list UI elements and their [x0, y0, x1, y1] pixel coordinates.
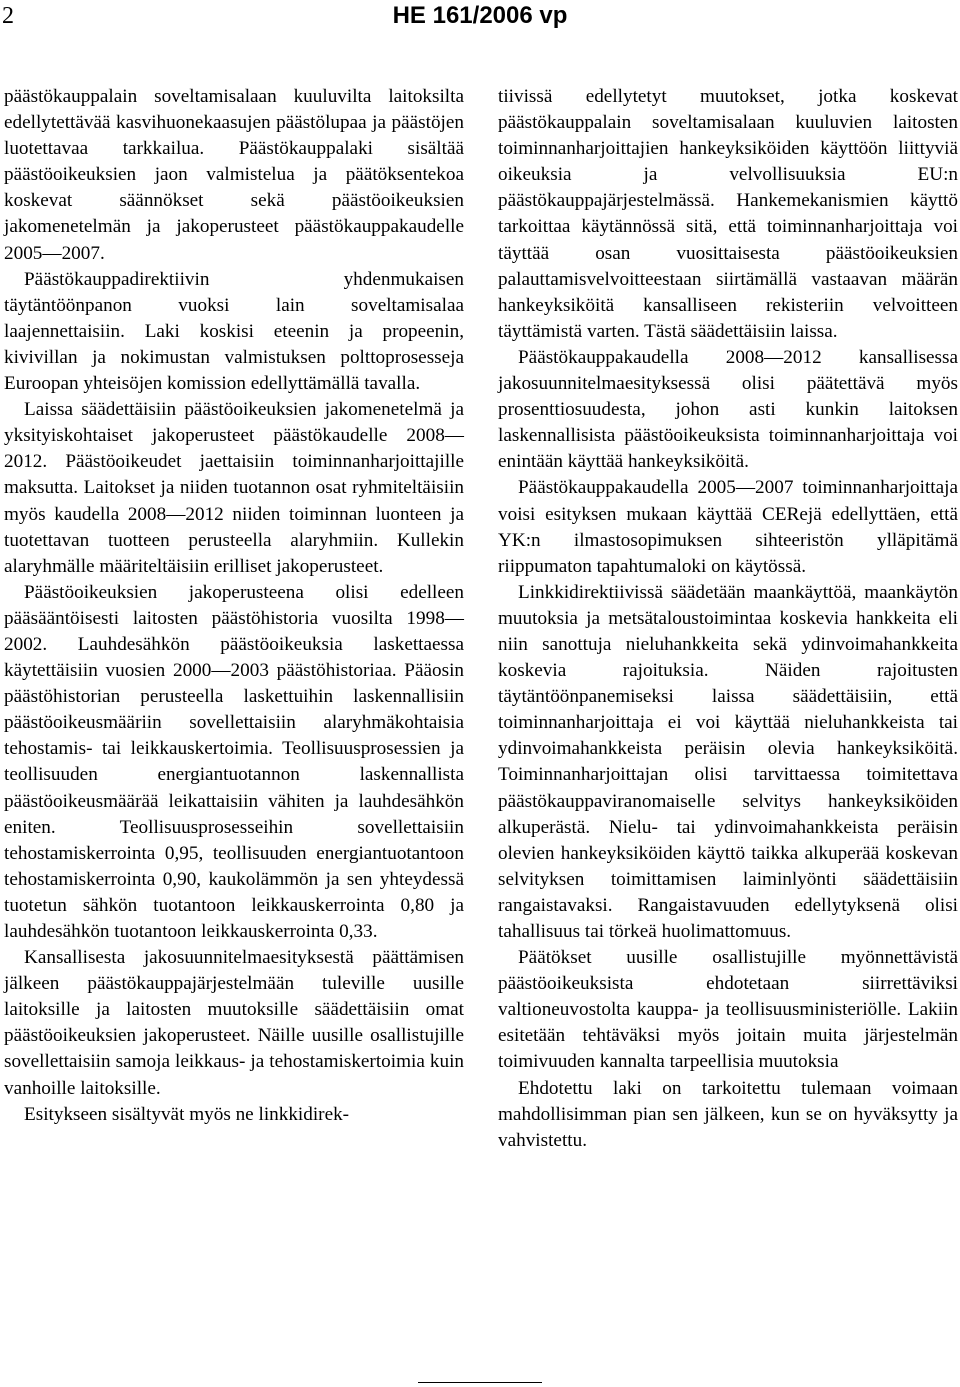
- page-number: 2: [2, 3, 14, 29]
- document-identifier: HE 161/2006 vp: [392, 2, 568, 29]
- paragraph: Laissa säädettäisiin päästöoikeuksien jakomenetelmä ja yksityiskohtaiset jakoperusteet päästökaudelle 2008—2012. Päästöoikeudet jaettaisiin toiminnanharjoittajille maksutta. Laitokset ja niiden tuotannon osat ryhmiteltäisiin myös kaudella 2008—2012 niiden toiminnan luonteen ja tuotettavan tuotteen perusteella alaryhmiin. Kullekin alaryhmälle määriteltäisiin erilliset jakoperusteet.: [4, 399, 464, 577]
- right-column: [498, 84, 958, 1154]
- paragraph: tiivissä edellytetyt muutokset, jotka koskevat päästökauppalain soveltamisalaan kuuluvien laitosten toiminnanharjoittajien hankeyksiköiden käyttöön liittyviä oikeuksia ja velvollisuuksia EU:n päästökauppajärjestelmässä. Hankemekanismien käyttö tarkoittaa käytännössä sitä, että toiminnanharjoittaja voi täyttää osan vuosittaisesta päästöoikeuksien palauttamisvelvoitteestaan siirtämällä vastaavan määrän hankeyksiköitä kansalliseen rekisteriin velvoitteen täyttämistä varten. Tästä säädettäisiin laissa.: [498, 86, 958, 342]
- footnote-divider: [418, 1382, 542, 1383]
- page-header: [0, 0, 960, 40]
- paragraph: Linkkidirektiivissä säädetään maankäyttöä, maankäytön muutoksia ja metsätaloustoimintaa koskevia hankkeita eli niin sanottuja nieluhankkeita sekä ydinvoimahankkeita koskevia rajoituksia. Näiden rajoitusten täytäntöönpanemiseksi laissa säädettäisiin, että toiminnanharjoittaja ei voi käyttää nieluhankkeista tai ydinvoimahankkeista peräisin olevia hankeyksiköitä. Toiminnanharjoittajan olisi tarvittaessa toimitettava päästökauppaviranomaiselle selvitys hankeyksiköiden alkuperästä. Nielu- tai ydinvoimahankkeista peräisin olevien hankeyksiköiden käyttö taikka alkuperää koskevan selvityksen toimittamisen laiminlyönti säädettäisiin rangaistavaksi. Rangaistavuuden edellytyksenä olisi tahallisuus tai törkeä huolimattomuus.: [498, 581, 958, 942]
- paragraph: Päätökset uusille osallistujille myönnettävistä päästöoikeuksista ehdotetaan siirrettäviksi valtioneuvostolta kauppa- ja teollisuusministeriölle. Lakiin esitetään tehtäväksi myös joitain muita järjestelmän toimivuuden kannalta tarpeellisia muutoksia: [498, 947, 958, 1073]
- paragraph: Kansallisesta jakosuunnitelmaesityksestä päättämisen jälkeen päästökauppajärjestelmään tuleville uusille laitoksille ja laitosten muutoksille säädettäisiin omat päästöoikeuksien jakoperusteet. Näille uusille osallistujille sovellettaisiin samoja leikkaus- ja tehostamiskertoimia kuin vanhoille laitoksille.: [4, 947, 464, 1099]
- paragraph: Ehdotettu laki on tarkoitettu tulemaan voimaan mahdollisimman pian sen jälkeen, kun se on hyväksytty ja vahvistettu.: [498, 1077, 958, 1151]
- paragraph: Esitykseen sisältyvät myös ne linkkidirek-: [24, 1103, 350, 1125]
- paragraph: Päästökauppakaudella 2008—2012 kansallisessa jakosuunnitelmaesityksessä olisi päätettävä myös prosenttiosuudesta, johon asti kunkin laitoksen laskennallisista päästöoikeuksista toiminnanharjoittaja voi enintään käyttää hankeyksiköitä.: [498, 346, 958, 473]
- paragraph: Päästökauppadirektiivin yhdenmukaisen täytäntöönpanon vuoksi lain soveltamisalaa laajennettaisiin. Laki koskisi eteenin ja propeenin, kivivillan ja nokimustan valmistuksen polttoprosesseja Euroopan yhteisöjen komission edellyttämällä tavalla.: [4, 268, 464, 395]
- paragraph: päästökauppalain soveltamisalaan kuuluvilta laitoksilta edellytettävää kasvihuonekaasujen päästölupaa ja päästöjen luotettavaa tarkkailua. Päästökauppalaki sisältää päästöoikeuksien jaon valmistelua ja päätöksentekoa koskevat säännökset sekä päästöoikeuksien jakomenetelmän ja jakoperusteet päästökauppakaudelle 2005—2007.: [4, 86, 464, 264]
- paragraph: Päästökauppakaudella 2005—2007 toiminnanharjoittaja voisi esityksen mukaan käyttää CERejä edellyttäen, että YK:n ilmastosopimuksen sihteeristön ylläpitämä riippumaton tapahtumaloki on käytössä.: [498, 477, 958, 577]
- paragraph: Päästöoikeuksien jakoperusteena olisi edelleen pääsääntöisesti laitosten päästöhistoria vuosilta 1998—2002. Lauhdesähkön päästöoikeuksia laskettaessa käytettäisiin vuosien 2000—2003 päästöhistoriaa. Pääosin päästöhistorian perusteella laskettuihin laskennallisiin päästöoikeusmääriin sovellettaisiin alaryhmäkohtaisia tehostamis- tai leikkauskertoimia. Teollisuusprosessien ja teollisuuden energiantuotannon laskennallista päästöoikeusmäärää leikattaisiin vähiten ja lauhdesähkön eniten. Teollisuusprosesseihin sovellettaisiin tehostamiskerrointa 0,95, teollisuuden energiantuotantoon tehostamiskerrointa 0,90, kaukolämmön ja sen yhteydessä tuotetun sähkön tuotantoon leikkauskerrointa 0,80 ja lauhdesähkön tuotantoon leikkauskerrointa 0,33.: [4, 581, 464, 942]
- left-column: [4, 84, 464, 1128]
